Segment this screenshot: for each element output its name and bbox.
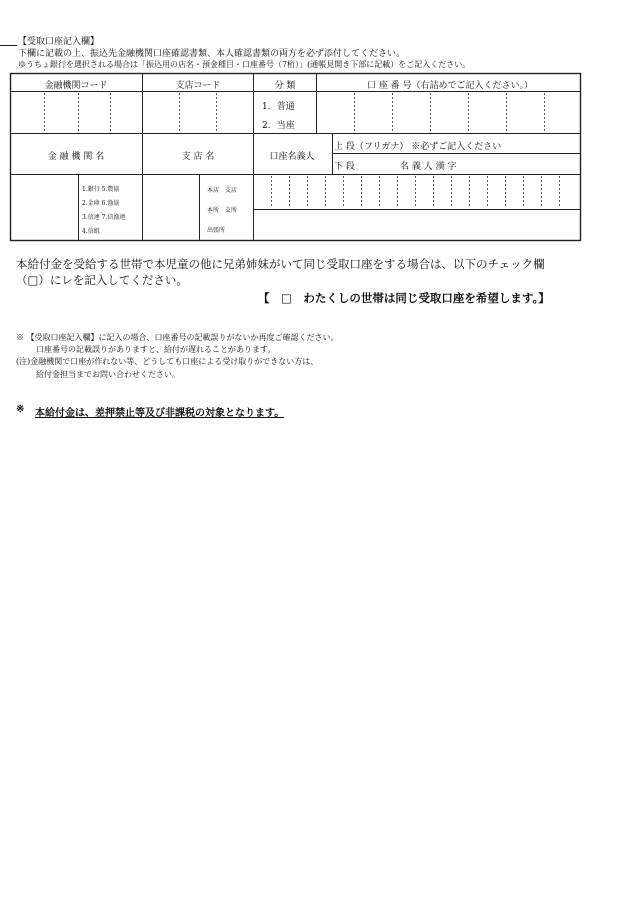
account-number-input[interactable] — [334, 93, 579, 132]
note-1: ※ 【受取口座記入欄】に記入の場合、口座番号の記載誤りがないか再度ご確認ください。 — [16, 333, 339, 342]
note-2: (注)金融機関で口座が作れない等、どうしても口座による受け取りができない方は、 — [16, 357, 319, 366]
note-1-cont: 口座番号の記載誤りがありますと、給付が遅れることがあります。 — [36, 345, 276, 354]
branch-name-input[interactable] — [144, 176, 198, 240]
holder-kanji-input[interactable] — [255, 211, 579, 240]
sibling-notice-line2: （□）にレを記入してください。 — [16, 273, 188, 287]
holder-kana-label: 上 段（フリガナ） ※必ずご記入ください — [334, 142, 502, 152]
branch-code-header: 支店コード — [175, 81, 221, 91]
section-label: 【受取口座記入欄】 — [18, 37, 100, 47]
account-holder-label: 口座名義人 — [269, 152, 315, 162]
holder-kana-input[interactable] — [255, 176, 579, 208]
same-account-checkbox[interactable]: 【 □ わたくしの世帯は同じ受取口座を希望します。】 — [258, 291, 550, 305]
bank-code-header: 金融機関コード — [44, 81, 108, 91]
type-header: 分 類 — [274, 81, 296, 91]
tax-exempt-statement: 本給付金は、差押禁止等及び非課税の対象となります。 — [35, 408, 285, 419]
branch-type-line: 出張所 — [207, 227, 226, 234]
bank-type-line: 2.金庫 6.漁協 — [82, 200, 120, 207]
bank-code-input[interactable] — [12, 93, 141, 132]
account-type-current[interactable]: 2．当座 — [262, 121, 295, 131]
bank-type-line: 4.信組 — [82, 228, 100, 235]
branch-type-line: 本店 支店 — [207, 187, 238, 194]
branch-code-input[interactable] — [144, 93, 252, 132]
footer-mark: ※ — [16, 404, 25, 415]
holder-kanji-label: 名 義 人 漢 字 — [400, 162, 457, 172]
branch-name-label: 支 店 名 — [181, 152, 215, 162]
bank-type-line: 3.信連 7.信漁連 — [82, 214, 126, 221]
header-instruction-2: ゆうちょ銀行を選択される場合は「振込用の店名・預金種目・口座番号（7桁）」(通帳見開き下部に記載）をご記入ください。 — [18, 60, 471, 69]
bank-name-label: 金 融 機 関 名 — [47, 152, 105, 162]
header-instruction-1: 下欄に記載の上、振込先金融機関口座確認書類、本人確認書類の両方を必ず添付してください。 — [18, 49, 406, 59]
bank-type-line: 1.銀行 5.農協 — [82, 186, 120, 193]
note-2-cont: 給付金担当までお問い合わせください。 — [36, 370, 180, 379]
branch-type-line: 本所 支所 — [207, 207, 238, 214]
account-type-ordinary[interactable]: 1．普通 — [262, 102, 295, 112]
sibling-notice-line1: 本給付金を受給する世帯で本児童の他に兄弟姉妹がいて同じ受取口座をする場合は、以下のチェック欄 — [16, 257, 545, 271]
holder-kanji-prefix: 下 段 — [334, 162, 355, 172]
account-number-header: 口 座 番 号（右詰めでご記入ください。） — [366, 81, 534, 91]
bank-name-input[interactable] — [12, 176, 77, 240]
